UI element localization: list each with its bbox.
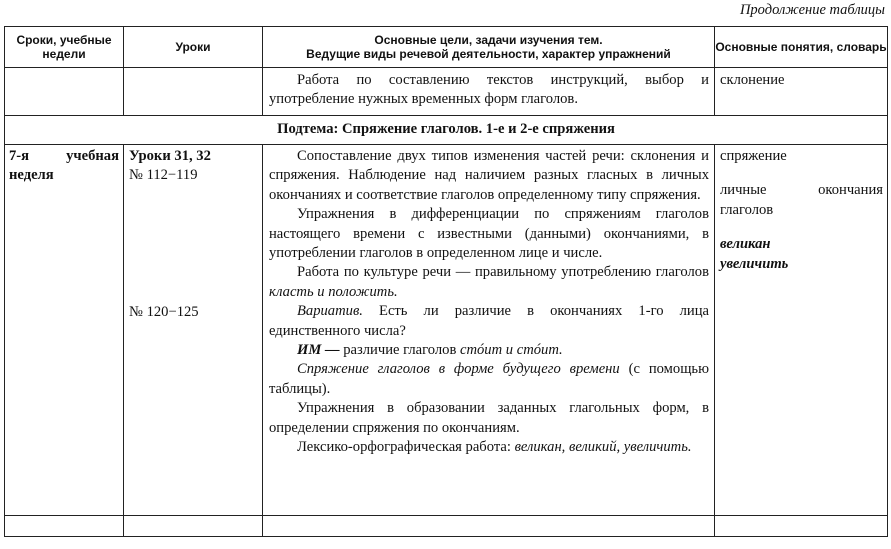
lesson-exercises-2: № 120−125 bbox=[129, 303, 199, 320]
week-number: 7-я bbox=[9, 148, 30, 164]
header-goals bbox=[263, 27, 715, 68]
goal-paragraph: Упражнения в дифференциации по спряжениям глаголов настоящего времени с известными (данными) окончаниями, в употреблении глаголов в определенном лице и числе. bbox=[269, 206, 709, 262]
concept-declension: склонение bbox=[720, 72, 785, 88]
goal-paragraph: Вариатив. Есть ли различие в окончаниях 1-го лица единственного числа? bbox=[269, 303, 709, 339]
goal-paragraph: Лексико-орфографическая работа: великан, великий, увеличить. bbox=[297, 439, 692, 456]
lesson-plan-table bbox=[4, 26, 888, 537]
cell-concepts bbox=[715, 516, 888, 537]
lesson-title: Уроки 31, 32 bbox=[129, 148, 211, 164]
concept-conjugation: спряжение bbox=[720, 148, 787, 164]
cell-week bbox=[5, 68, 124, 116]
header-goals-line1: Основные цели, задачи изучения тем. bbox=[374, 33, 603, 47]
goal-text: Работа по составлению текстов инструкций, выбор и употребление нужных временных форм глаголов. bbox=[269, 72, 709, 108]
table-row bbox=[5, 516, 888, 537]
cell-goals bbox=[263, 68, 715, 116]
subtopic-title: Подтема: Спряжение глаголов. 1-е и 2-е спряжения bbox=[5, 116, 888, 145]
lesson-exercises-1: № 112−119 bbox=[129, 167, 198, 184]
cell-lessons bbox=[124, 516, 263, 537]
cell-concepts bbox=[715, 68, 888, 116]
week-label: неделя bbox=[9, 167, 54, 184]
goal-paragraph: Работа по культуре речи — правильному употреблению глаголов класть и положить. bbox=[269, 264, 709, 300]
goal-paragraph: ИМ — различие глаголов стóит и стóит. bbox=[297, 342, 563, 359]
subtopic-row bbox=[5, 116, 888, 145]
vocab-word: великан bbox=[720, 236, 771, 253]
cell-lessons bbox=[124, 145, 263, 516]
table-row bbox=[5, 145, 888, 516]
week-line bbox=[9, 147, 119, 166]
cell-week bbox=[5, 516, 124, 537]
goal-paragraph: Спряжение глаголов в форме будущего времени (с помощью таблицы). bbox=[269, 361, 709, 397]
cell-concepts bbox=[715, 145, 888, 516]
cell-goals bbox=[263, 145, 715, 516]
header-goals-line2: Ведущие виды речевой деятельности, характер упражнений bbox=[306, 47, 671, 61]
week-word: учебная bbox=[66, 148, 119, 164]
header-lessons: Уроки bbox=[124, 27, 263, 68]
table-header bbox=[5, 27, 888, 68]
goal-paragraph: Сопоставление двух типов изменения частей речи: склонения и спряжения. Наблюдение над наличием разных гласных в личных окончаниях и соответствие глаголов определенному типу спряжения. bbox=[269, 148, 709, 203]
header-concepts: Основные понятия, словарь bbox=[715, 27, 888, 68]
continuation-label: Продолжение таблицы bbox=[739, 2, 885, 18]
table-row bbox=[5, 68, 888, 116]
cell-week bbox=[5, 145, 124, 516]
concept-verbs: глаголов bbox=[720, 201, 774, 218]
concept-endings: личные окончания bbox=[720, 182, 883, 199]
cell-lessons bbox=[124, 68, 263, 116]
cell-goals bbox=[263, 516, 715, 537]
vocab-word: увеличить bbox=[720, 255, 789, 272]
goal-paragraph: Упражнения в образовании заданных глагольных форм, в определении спряжения по окончаниям. bbox=[269, 400, 709, 436]
header-weeks: Сроки, учебные недели bbox=[5, 27, 124, 68]
